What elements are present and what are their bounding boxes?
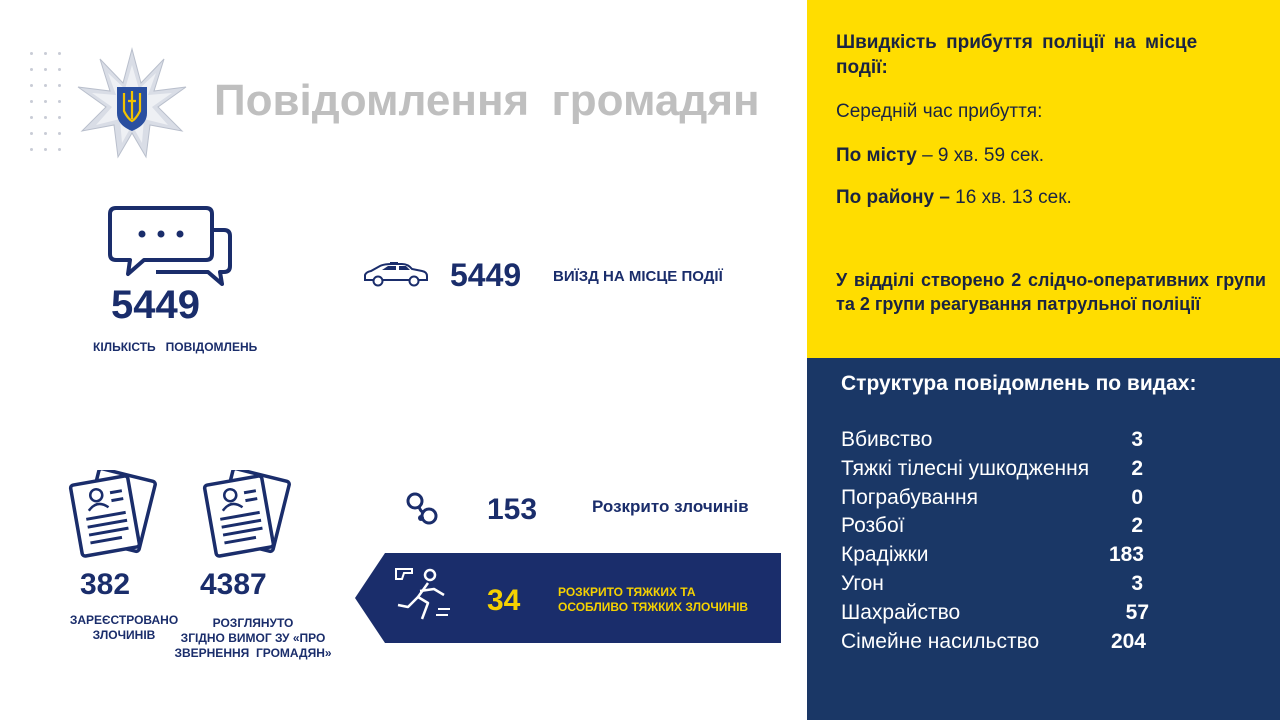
document-icon [68,470,158,562]
solved-count: 153 [487,493,538,526]
registered-count: 382 [80,568,131,601]
solved-label: Розкрито злочинів [592,497,749,516]
structure-title: Структура повідомлень по видах: [841,372,1197,395]
decorative-dots [30,52,70,152]
arrival-title: Швидкість прибуття поліції на місце події: [836,32,1198,78]
handcuffs-icon [404,490,440,526]
list-item: Угон 3 [841,571,1143,595]
messages-label: КІЛЬКІСТЬ ПОВІДОМЛЕНЬ [93,340,258,354]
registered-label: ЗАРЕЄСТРОВАНО ЗЛОЧИНІВ [69,613,179,642]
arrival-avg-label: Середній час прибуття: [836,101,1043,122]
reviewed-label: РОЗГЛЯНУТО ЗГІДНО ВИМОГ ЗУ «ПРО ЗВЕРНЕННЯ ГРОМАДЯН» [174,616,332,660]
departures-label: ВИЇЗД НА МІСЦЕ ПОДІЇ [553,268,723,285]
reviewed-count: 4387 [200,568,267,601]
list-item: Крадіжки 183 [841,543,1144,567]
chat-bubbles-icon [106,204,236,286]
grave-count: 34 [487,584,521,617]
police-emblem-logo [74,47,190,163]
structure-list [841,428,1151,658]
police-car-icon [362,262,430,288]
list-item: Тяжкі тілесні ушкодження 2 [841,456,1143,480]
list-item: Пограбування 0 [841,485,1143,509]
list-item: Вбивство 3 [841,428,1143,451]
list-item: Шахрайство 57 [841,600,1149,624]
page-title: Повідомлення громадян [214,76,760,125]
groups-text: У відділі створено 2 слідчо-оперативних групи та 2 групи реагування патрульної поліції [836,270,1266,314]
messages-count: 5449 [111,283,200,327]
list-item: Сімейне насильство 204 [841,629,1146,653]
document-icon [202,470,292,562]
running-criminal-icon [390,563,454,625]
departures-count: 5449 [450,257,522,293]
grave-label: РОЗКРИТО ТЯЖКИХ ТА ОСОБЛИВО ТЯЖКИХ ЗЛОЧИНІВ [558,585,749,614]
arrival-city: По місту – 9 хв. 59 сек. [836,145,1044,166]
list-item: Розбої 2 [841,514,1143,538]
arrival-district: По району – 16 хв. 13 сек. [836,187,1072,208]
